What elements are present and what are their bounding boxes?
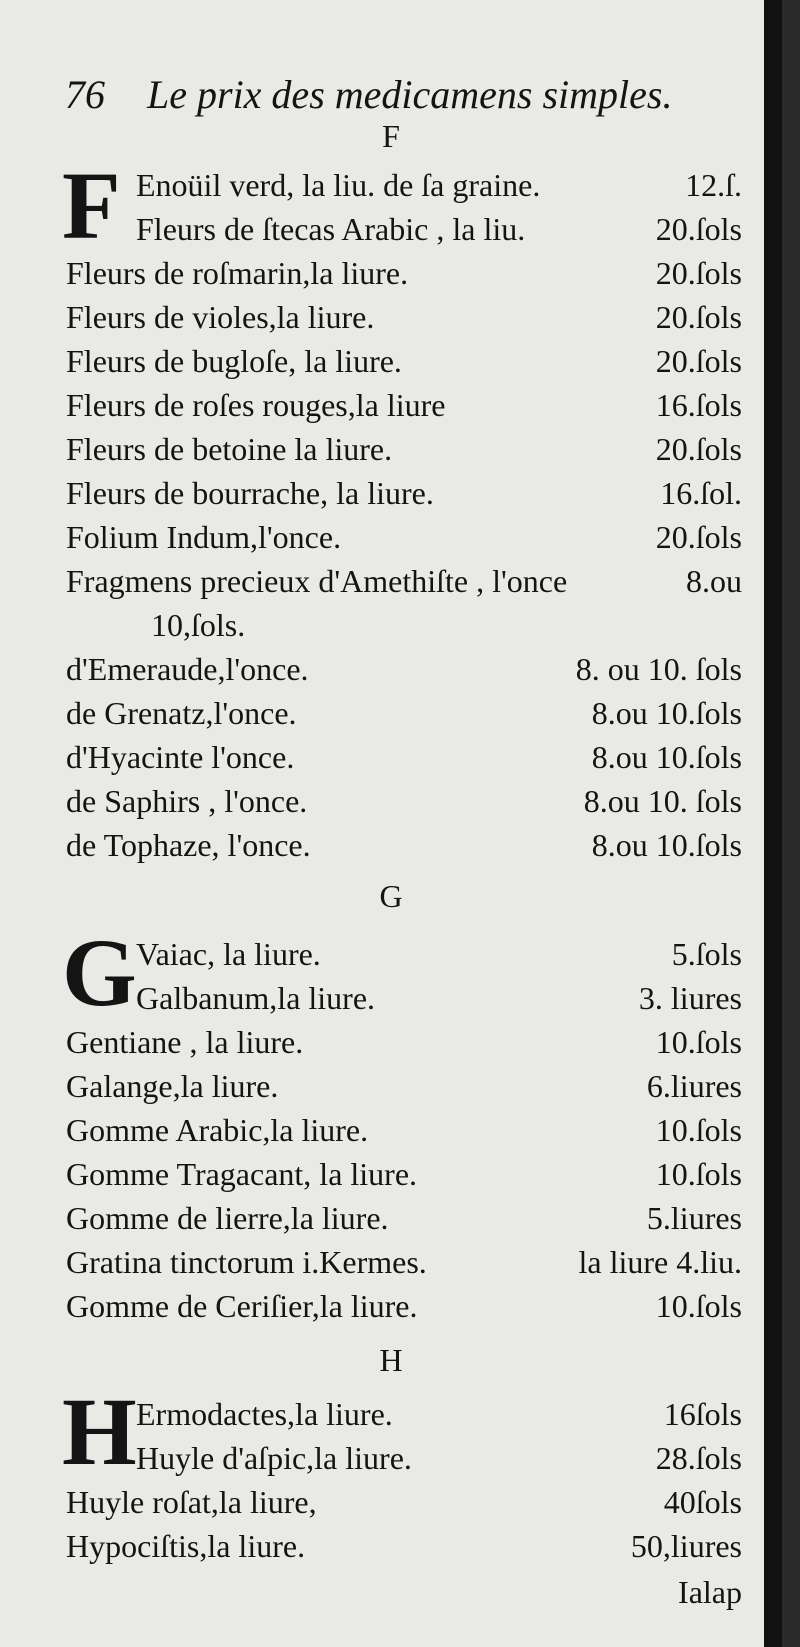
section-letter-h: H <box>379 1342 403 1378</box>
item-name: Fleurs de bugloſe, la liure. <box>66 343 402 379</box>
item-name: de Grenatz,l'once. <box>66 695 297 731</box>
item-name: Gomme de lierre,la liure. <box>66 1200 389 1236</box>
item-price: 20.ſols <box>655 211 742 247</box>
item-price: 10.ſols <box>655 1112 742 1148</box>
catchword: Ialap <box>678 1574 742 1610</box>
item-price: 12.ſ. <box>685 167 742 203</box>
section-letter-g: G <box>379 878 403 914</box>
item-price: 5.liures <box>646 1200 742 1236</box>
item-name: Gratina tinctorum i.Kermes. <box>66 1244 427 1280</box>
item-name: Gomme Tragacant, la liure. <box>66 1156 418 1192</box>
item-name: Vaiac, la liure. <box>136 936 321 972</box>
item-price: 8.ou 10.ſols <box>591 739 742 775</box>
item-price: 20.ſols <box>655 343 742 379</box>
item-name: Huyle d'aſpic,la liure. <box>136 1440 412 1476</box>
item-price: 3. liures <box>638 980 742 1016</box>
item-price: 8.ou <box>686 563 742 599</box>
item-name: 10,ſols. <box>151 607 246 643</box>
item-price: 8.ou 10.ſols <box>591 827 742 863</box>
item-price: 40ſols <box>663 1484 742 1520</box>
page-header <box>65 70 705 120</box>
item-name: Enoüil verd, la liu. de ſa graine. <box>136 167 541 203</box>
item-price: 20.ſols <box>655 519 742 555</box>
item-price: 16.ſol. <box>660 475 742 511</box>
item-price: 5.ſols <box>671 936 742 972</box>
item-price: 8.ou 10. ſols <box>583 783 742 819</box>
item-price: la liure 4.liu. <box>578 1244 742 1280</box>
item-price: 10.ſols <box>655 1156 742 1192</box>
item-name: d'Hyacinte l'once. <box>66 739 295 775</box>
item-name: Gomme de Ceriſier,la liure. <box>66 1288 418 1324</box>
item-name: Huyle roſat,la liure, <box>66 1484 317 1520</box>
item-name: de Saphirs , l'once. <box>66 783 308 819</box>
item-name: Gomme Arabic,la liure. <box>66 1112 369 1148</box>
item-price: 10.ſols <box>655 1024 742 1060</box>
item-price: 10.ſols <box>655 1288 742 1324</box>
item-name: Galange,la liure. <box>66 1068 279 1104</box>
item-name: Ermodactes,la liure. <box>136 1396 393 1432</box>
item-name: Fleurs de ſtecas Arabic , la liu. <box>136 211 526 247</box>
drop-cap-g: G <box>62 919 137 1026</box>
item-name: Galbanum,la liure. <box>136 980 376 1016</box>
item-price: 16.ſols <box>655 387 742 423</box>
item-price: 8.ou 10.ſols <box>591 695 742 731</box>
running-title: Le prix des medicamens simples. <box>147 72 673 117</box>
item-price: 28.ſols <box>655 1440 742 1476</box>
item-name: Fleurs de roſes rouges,la liure <box>66 387 446 423</box>
item-price: 8. ou 10. ſols <box>575 651 742 687</box>
section-letter-f: F <box>382 118 400 154</box>
item-price: 16ſols <box>663 1396 742 1432</box>
item-name: Folium Indum,l'once. <box>66 519 342 555</box>
page-number: 76 <box>65 72 105 117</box>
item-name: d'Emeraude,l'once. <box>66 651 309 687</box>
drop-cap-h: H <box>62 1378 137 1485</box>
item-name: Hypociſtis,la liure. <box>66 1528 306 1564</box>
item-name: de Tophaze, l'once. <box>66 827 311 863</box>
item-name: Fleurs de roſmarin,la liure. <box>66 255 409 291</box>
item-name: Gentiane , la liure. <box>66 1024 304 1060</box>
item-price: 20.ſols <box>655 431 742 467</box>
item-name: Fragmens precieux d'Amethiſte , l'once <box>66 563 568 599</box>
item-price: 6.liures <box>646 1068 742 1104</box>
item-name: Fleurs de bourrache, la liure. <box>66 475 434 511</box>
item-name: Fleurs de violes,la liure. <box>66 299 375 335</box>
item-price: 20.ſols <box>655 255 742 291</box>
item-name: Fleurs de betoine la liure. <box>66 431 393 467</box>
item-price: 20.ſols <box>655 299 742 335</box>
item-price: 50,liures <box>630 1528 742 1564</box>
book-gutter <box>764 0 782 1647</box>
drop-cap-f: F <box>62 152 121 259</box>
